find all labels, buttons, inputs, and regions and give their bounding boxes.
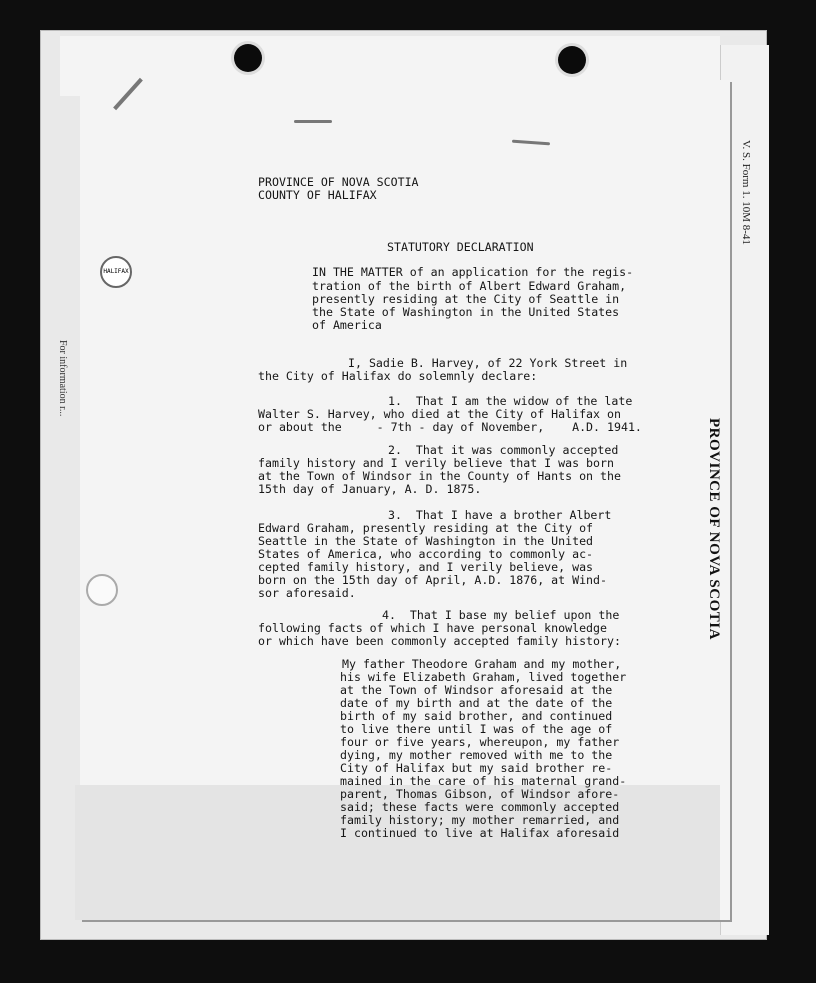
intro-line-2: the City of Halifax do solemnly declare: <box>258 369 538 383</box>
facts-line-6: to live there until I was of the age of <box>340 722 613 736</box>
facts-line-12: said; these facts were commonly accepted <box>340 800 620 814</box>
para2-line-2: family history and I verily believe that I was born <box>258 456 614 470</box>
para3-line-5: cepted family history, and I verily believe, was <box>258 560 594 574</box>
facts-line-13: family history; my mother remarried, and <box>340 813 620 827</box>
facts-line-7: four or five years, whereupon, my father <box>340 735 620 749</box>
punch-hole-right <box>558 46 586 74</box>
facts-line-14: I continued to live at Halifax aforesaid <box>340 826 620 840</box>
facts-line-2: his wife Elizabeth Graham, lived together <box>340 670 627 684</box>
para3-line-4: States of America, who according to commonly ac- <box>258 547 594 561</box>
para3-line-6: born on the 15th day of April, A.D. 1876, at Wind- <box>258 573 608 587</box>
para4-line-3: or which have been commonly accepted family history: <box>258 634 621 648</box>
facts-line-1: My father Theodore Graham and my mother, <box>342 657 622 671</box>
facts-line-11: parent, Thomas Gibson, of Windsor afore- <box>340 787 620 801</box>
header-province: PROVINCE OF NOVA SCOTIA <box>258 175 419 189</box>
intro-line-1: I, Sadie B. Harvey, of 22 York Street in <box>348 356 628 370</box>
matter-line-5: of America <box>312 318 382 332</box>
para3-line-2: Edward Graham, presently residing at the City of <box>258 521 594 535</box>
header-county: COUNTY OF HALIFAX <box>258 188 377 202</box>
para3-line-7: sor aforesaid. <box>258 586 356 600</box>
matter-line-1: IN THE MATTER of an application for the regis- <box>312 265 634 279</box>
para2-line-1: 2. That it was commonly accepted <box>388 443 619 457</box>
punch-hole-left <box>234 44 262 72</box>
seal-stamp: HALIFAX <box>100 256 132 288</box>
facts-line-3: at the Town of Windsor aforesaid at the <box>340 683 613 697</box>
para4-line-2: following facts of which I have personal knowledge <box>258 621 608 635</box>
para4-line-1: 4. That I base my belief upon the <box>382 608 620 622</box>
para2-line-3: at the Town of Windsor in the County of Hants on the <box>258 469 621 483</box>
para1-line-3: or about the - 7th - day of November, A.D. 1941. <box>258 420 642 434</box>
para3-line-3: Seattle in the State of Washington in the United <box>258 534 594 548</box>
facts-line-10: mained in the care of his maternal grand- <box>340 774 627 788</box>
para1-line-1: 1. That I am the widow of the late <box>388 394 633 408</box>
facts-line-5: birth of my said brother, and continued <box>340 709 613 723</box>
facts-line-9: City of Halifax but my said brother re- <box>340 761 613 775</box>
staple-top <box>294 120 332 123</box>
side-punch-hole <box>86 574 118 606</box>
para2-line-4: 15th day of January, A. D. 1875. <box>258 482 482 496</box>
facts-line-4: date of my birth and at the date of the <box>340 696 613 710</box>
side-province-label: PROVINCE OF NOVA SCOTIA <box>706 418 722 640</box>
side-form-label: V. S. Form 1. 10M 8-41 <box>740 140 752 245</box>
para1-line-2: Walter S. Harvey, who died at the City of Halifax on <box>258 407 621 421</box>
left-margin-text: For information r... <box>57 340 68 417</box>
declaration-title: STATUTORY DECLARATION <box>387 240 534 254</box>
para3-line-1: 3. That I have a brother Albert <box>388 508 612 522</box>
facts-line-8: dying, my mother removed with me to the <box>340 748 613 762</box>
matter-line-3: presently residing at the City of Seattle in <box>312 292 620 306</box>
matter-line-4: the State of Washington in the United States <box>312 305 620 319</box>
matter-line-2: tration of the birth of Albert Edward Graham, <box>312 279 627 293</box>
